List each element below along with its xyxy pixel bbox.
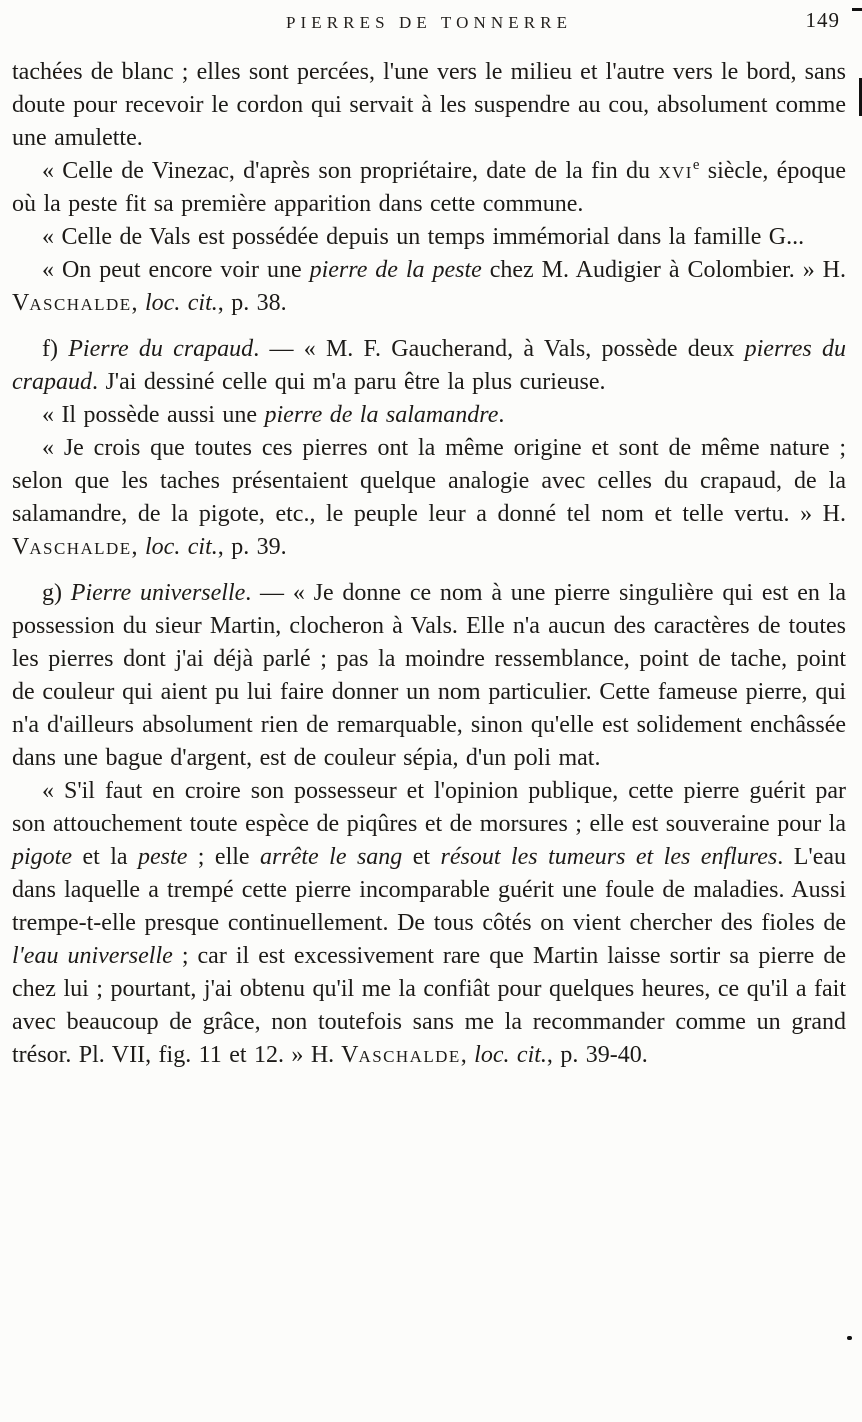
text-run: pigote: [12, 844, 72, 870]
text-run: loc. cit.: [145, 290, 218, 316]
text-run: . — « M. F. Gaucherand, à Vals, possède deux: [253, 336, 745, 362]
text-run: et la: [72, 844, 139, 870]
text-run: l'eau universelle: [12, 943, 173, 969]
page-number: 149: [805, 8, 840, 32]
text-run: et: [402, 844, 441, 870]
text-run: arrête le sang: [260, 844, 403, 870]
paragraph: [12, 432, 846, 564]
text-run: chez M. Audigier à Colombier. » H. V: [12, 257, 847, 316]
text-run: . L'eau dans laquelle a trempé cette pierre incomparable guérit une foule de maladies. Aussi trempe-t-elle presque continuellement. De tous côtés on vient chercher des fioles de: [12, 844, 846, 936]
text-run: Pierre universelle: [70, 580, 246, 606]
text-run: , p. 39.: [217, 534, 287, 560]
text-run: aschalde: [29, 534, 132, 560]
paragraph: [12, 399, 846, 432]
text-run: aschalde: [29, 290, 132, 316]
page-body: [12, 56, 846, 1072]
text-run: g): [42, 580, 71, 606]
text-run: peste: [138, 844, 188, 870]
paragraph: [12, 221, 846, 254]
text-run: Pierre du crapaud: [68, 336, 254, 362]
text-run: , p. 38.: [217, 290, 287, 316]
text-run: « Il possède aussi une: [42, 402, 265, 428]
text-run: pierre de la salamandre: [264, 402, 499, 428]
text-run: . — « Je donne ce nom à une pierre singulière qui est en la possession du sieur Martin, clocheron à Vals. Elle n'a aucun des caractères de toutes les pierres dont j'ai déjà parlé ; pas la moindre ressemblance, point de tache, point de couleur qui aient pu lui faire donner un nom particulier. Cette fameuse pierre, qui n'a d'ailleurs absolument rien de remarquable, sinon qu'elle est solidement enchâssée dans une bague d'argent, est de couleur sépia, d'un poli mat.: [12, 580, 847, 771]
text-run: ; elle: [187, 844, 261, 870]
text-run: ; car il est excessivement rare que Martin laisse sortir sa pierre de chez lui ; pourtant, j'ai obtenu qu'il me la confiât pour quelques heures, ce qu'il a fait avec beaucoup de grâce, non toutefois sans me la recommander comme un grand trésor. Pl. VII, fig. 11 et 12. » H. V: [12, 943, 846, 1068]
text-run: « S'il faut en croire son possesseur et l'opinion publique, cette pierre guérit par son attouchement toute espèce de piqûres et de morsures ; elle est souveraine pour la: [12, 778, 846, 837]
text-run: .: [498, 402, 505, 428]
text-run: « On peut encore voir une: [42, 257, 310, 283]
text-run: pierres du crapaud: [12, 336, 846, 395]
paragraph: [12, 254, 846, 320]
text-run: « Celle de Vals est possédée depuis un temps immémorial dans la famille G...: [42, 224, 805, 250]
paragraph-section-g: [12, 577, 846, 775]
paragraph: [12, 56, 846, 155]
text-run: siècle, époque où la peste fit sa première apparition dans cette commune.: [12, 158, 846, 217]
text-run: . J'ai dessiné celle qui m'a paru être la plus curieuse.: [92, 369, 606, 395]
text-run: « Je crois que toutes ces pierres ont la même origine et sont de même nature ; selon que les taches présentaient quelque analogie avec celles du crapaud, de la salamandre, de la pigote, etc., le peuple leur a donné tel nom et telle vertu. » H. V: [12, 435, 846, 560]
text-run: pierre de la peste: [309, 257, 482, 283]
text-run: f): [42, 336, 69, 362]
scan-artifact: [852, 8, 862, 11]
text-run: ,: [460, 1042, 475, 1068]
paragraph: [12, 775, 846, 1072]
text-run: « Celle de Vinezac, d'après son propriétaire, date de la fin du: [42, 158, 659, 184]
text-run: tachées de blanc ; elles sont percées, l'une vers le milieu et l'autre vers le bord, sans doute pour recevoir le cordon qui servait à les suspendre au cou, absolument comme une amulette.: [12, 59, 846, 151]
paragraph: [12, 155, 846, 221]
text-run: e: [692, 157, 700, 173]
page-header: [12, 8, 846, 42]
text-run: xvi: [658, 158, 693, 184]
text-run: loc. cit.: [145, 534, 218, 560]
text-run: résout les tumeurs et les enflures: [440, 844, 778, 870]
running-title: PIERRES DE TONNERRE: [285, 13, 573, 32]
paragraph-section-f: [12, 333, 846, 399]
scan-artifact: [847, 1336, 852, 1340]
text-run: ,: [131, 534, 145, 560]
text-run: , p. 39-40.: [546, 1042, 648, 1068]
text-run: aschalde: [358, 1042, 461, 1068]
text-run: ,: [131, 290, 145, 316]
text-run: loc. cit.: [474, 1042, 547, 1068]
